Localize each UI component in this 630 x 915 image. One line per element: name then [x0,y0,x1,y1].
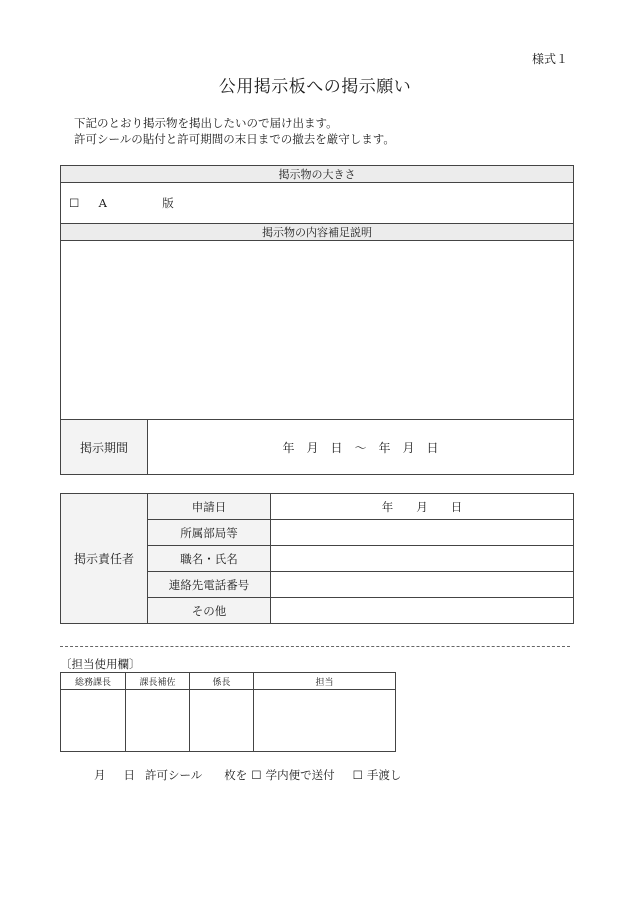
stamp-box-general-affairs-manager[interactable] [61,690,126,752]
staff-section-heading: 〔担当使用欄〕 [60,657,141,671]
other-label: その他 [148,598,271,624]
period-field[interactable]: 年 月 日 ～ 年 月 日 [148,420,574,475]
footer-sticker: 許可シール [145,768,203,782]
hand-delivery-label: 手渡し [366,768,402,782]
stamp-box-person-in-charge[interactable] [254,690,396,752]
issue-record-line [94,767,401,783]
staff-col-person-in-charge: 担当 [254,673,396,690]
size-letter: A [98,196,107,210]
footer-day: 日 [123,768,135,782]
size-field[interactable] [61,183,574,224]
title-name-label: 職名・氏名 [148,546,271,572]
application-date-field[interactable]: 年 月 日 [271,494,574,520]
size-unit: 版 [162,196,174,210]
campus-mail-checkbox[interactable]: ☐ [251,768,262,782]
staff-col-assistant-manager: 課長補佐 [126,673,190,690]
footer-count: 枚を [224,768,248,782]
staff-col-general-affairs-manager: 総務課長 [61,673,126,690]
application-date-label: 申請日 [148,494,271,520]
intro-text [74,115,395,147]
intro-line-2: 許可シールの貼付と許可期間の末日までの撤去を厳守します。 [74,132,395,146]
stamp-box-assistant-manager[interactable] [126,690,190,752]
size-checkbox[interactable]: ☐ [69,196,80,210]
footer-month: 月 [94,768,106,782]
phone-label: 連絡先電話番号 [148,572,271,598]
title-name-field[interactable] [271,546,574,572]
responsible-table [60,493,574,624]
poster-info-table [60,165,574,475]
form-number: 様式１ [532,52,569,66]
stamp-box-chief[interactable] [190,690,254,752]
department-field[interactable] [271,520,574,546]
department-label: 所属部局等 [148,520,271,546]
other-field[interactable] [271,598,574,624]
cut-line-divider [60,646,570,647]
campus-mail-label: 学内便で送付 [265,768,335,782]
phone-field[interactable] [271,572,574,598]
intro-line-1: 下記のとおり掲示物を掲出したいので届け出ます。 [74,116,338,130]
responsible-label: 掲示責任者 [61,494,148,624]
size-section-header: 掲示物の大きさ [61,166,574,183]
page-title: 公用掲示板への掲示願い [218,77,412,97]
hand-delivery-checkbox[interactable]: ☐ [352,768,363,782]
period-label: 掲示期間 [61,420,148,475]
content-description-field[interactable] [61,241,574,420]
staff-stamp-table [60,672,396,752]
content-section-header: 掲示物の内容補足説明 [61,224,574,241]
staff-col-chief: 係長 [190,673,254,690]
